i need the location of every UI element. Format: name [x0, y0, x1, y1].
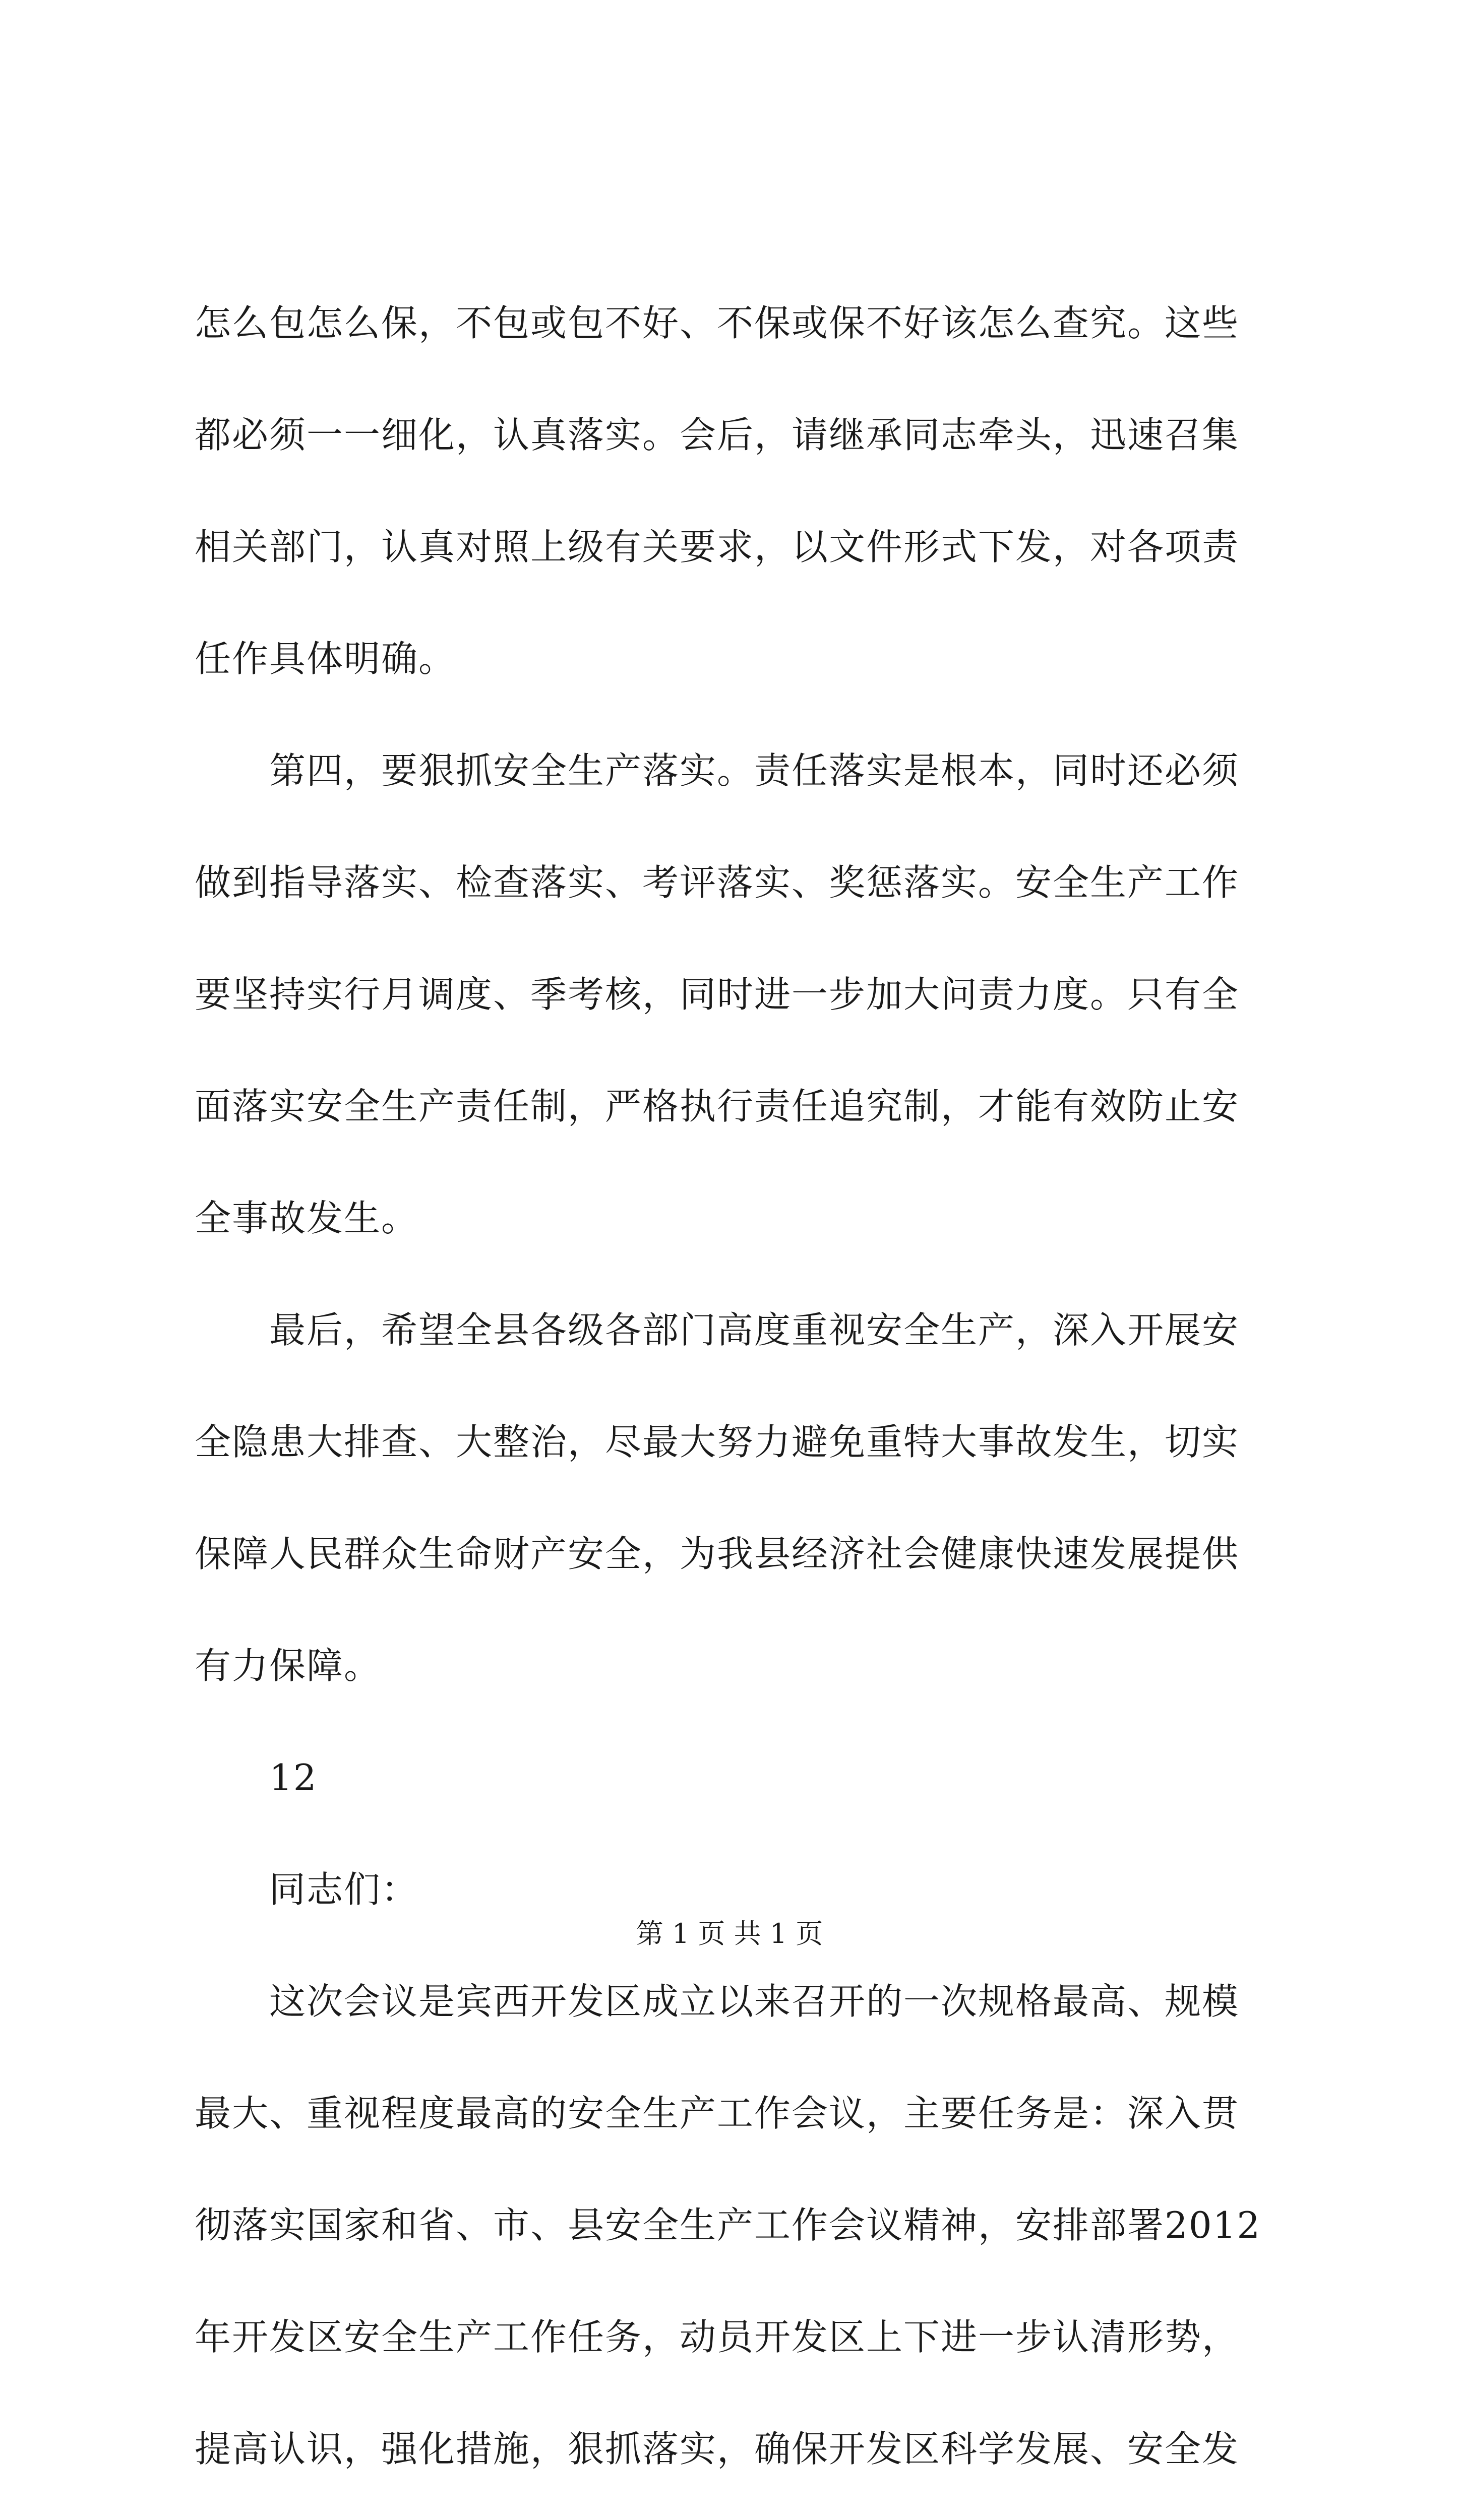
text-line: [195, 2505, 1284, 2520]
text-line: 要坚持实行月调度、季考核，同时进一步加大问责力度。只有全: [195, 973, 1240, 1016]
text-line: 任作具体明确。: [195, 638, 456, 680]
text-line: 怎么包怎么保，不包或包不好、不保或保不好该怎么查究。这些: [195, 302, 1240, 344]
text-line: 全事故发生。: [195, 1197, 419, 1239]
text-line: 保障人民群众生命财产安全，为我县经济社会健康快速发展提供: [195, 1533, 1240, 1575]
text-line: 做到指导落实、检查落实、考评落实、奖惩落实。安全生产工作: [195, 861, 1240, 904]
text-line: 面落实安全生产责任制，严格执行责任追究制，才能有效防止安: [195, 1085, 1240, 1127]
text-line: 年开发区安全生产工作任务，动员开发区上下进一步认清形势，: [195, 2316, 1240, 2358]
text-line: 最大、重视程度最高的安全生产工作会议，主要任务是：深入贯: [195, 2092, 1240, 2134]
text-line: 全隐患大排查、大整治，尽最大努力避免重特大事故发生，切实: [195, 1421, 1240, 1463]
text-line: 相关部门，认真对照上级有关要求，以文件形式下发，对各项责: [195, 526, 1240, 568]
text-line: 同志们：: [195, 1868, 419, 1911]
text-line: 都必须一一细化，认真落实。会后，请继承同志牵头，迅速召集: [195, 414, 1240, 456]
text-line: 12: [195, 1756, 318, 1799]
body-text: [195, 267, 1284, 2520]
text-line: 彻落实国家和省、市、县安全生产工作会议精神，安排部署2012: [195, 2204, 1261, 2246]
text-line: 这次会议是宾西开发区成立以来召开的一次规格最高、规模: [195, 1980, 1240, 2023]
text-line: 第四，要狠抓安全生产落实。责任落实是根本，同时还必须: [195, 749, 1240, 792]
text-line: 有力保障。: [195, 1645, 382, 1687]
text-line: 提高认识，强化措施，狠抓落实，确保开发区科学发展、安全发: [195, 2428, 1240, 2470]
text-line: 最后，希望全县各级各部门高度重视安全生产，深入开展安: [195, 1309, 1240, 1351]
page-number-footer: 第 1 页 共 1 页: [636, 1918, 823, 1949]
